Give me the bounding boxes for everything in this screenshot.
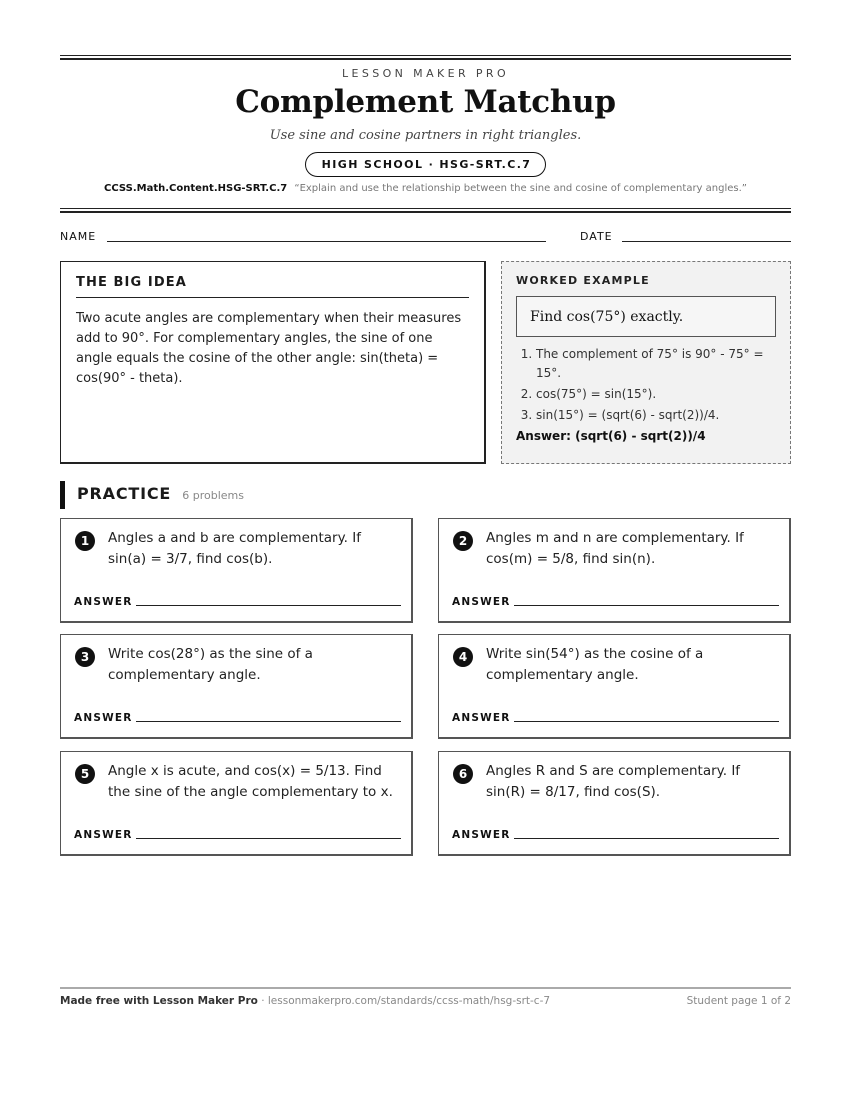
worked-example-answer: Answer: (sqrt(6) - sqrt(2))/4 xyxy=(516,429,706,443)
footer-brand: Made free with Lesson Maker Pro xyxy=(60,995,258,1007)
problem-number-badge: 5 xyxy=(75,764,95,784)
answer-field-2[interactable] xyxy=(514,605,779,606)
grade-standard-badge: HIGH SCHOOL · HSG-SRT.C.7 xyxy=(305,152,547,177)
worked-example-box xyxy=(501,261,791,464)
answer-field-5[interactable] xyxy=(136,838,401,839)
answer-label: ANSWER xyxy=(74,712,133,724)
footer-url[interactable]: · lessonmakerpro.com/standards/ccss-math/hsg-srt-c-7 xyxy=(257,995,551,1007)
footer xyxy=(60,995,791,1007)
practice-heading xyxy=(60,481,244,509)
worked-example-prompt: Find cos(75°) exactly. xyxy=(516,296,776,337)
answer-label: ANSWER xyxy=(452,712,511,724)
worked-example-steps xyxy=(516,345,776,425)
big-idea-box xyxy=(60,261,486,464)
answer-field-4[interactable] xyxy=(514,721,779,722)
problem-text: Angles R and S are complementary. If sin(R) = 8/17, find cos(S). xyxy=(486,763,741,800)
header-bottom-rule xyxy=(60,208,791,213)
problem-card-5 xyxy=(60,751,413,856)
footer-rule xyxy=(60,987,791,989)
answer-field-6[interactable] xyxy=(514,838,779,839)
problem-card-3 xyxy=(60,634,413,739)
header-top-rule xyxy=(60,55,791,60)
worksheet-title: Complement Matchup xyxy=(235,84,616,120)
answer-label: ANSWER xyxy=(452,829,511,841)
problem-card-4 xyxy=(438,634,791,739)
problem-number-badge: 2 xyxy=(453,531,473,551)
practice-count: 6 problems xyxy=(182,489,244,502)
problem-number-badge: 3 xyxy=(75,647,95,667)
problem-text: Angles m and n are complementary. If cos(m) = 5/8, find sin(n). xyxy=(486,530,744,567)
worked-step: 1. The complement of 75° is 90° - 75° = 15°. xyxy=(536,345,776,383)
worked-step: 3. sin(15°) = (sqrt(6) - sqrt(2))/4. xyxy=(536,406,776,425)
worked-step: 2. cos(75°) = sin(15°). xyxy=(536,385,776,404)
brand-name: LESSON MAKER PRO xyxy=(341,67,510,80)
answer-label: ANSWER xyxy=(74,596,133,608)
problem-text: Angle x is acute, and cos(x) = 5/13. Find the sine of the angle complementary to x. xyxy=(108,763,393,800)
problem-number-badge: 4 xyxy=(453,647,473,667)
standard-code: CCSS.Math.Content.HSG-SRT.C.7 xyxy=(104,183,288,194)
answer-label: ANSWER xyxy=(74,829,133,841)
name-field[interactable] xyxy=(107,241,546,242)
problem-number-badge: 1 xyxy=(75,531,95,551)
problem-card-1 xyxy=(60,518,413,623)
problem-text: Write cos(28°) as the sine of a complementary angle. xyxy=(108,646,313,683)
worksheet-page xyxy=(60,0,791,1100)
big-idea-heading: THE BIG IDEA xyxy=(76,275,469,298)
practice-title: PRACTICE xyxy=(77,484,172,503)
standard-reference xyxy=(60,183,791,194)
problem-text: Write sin(54°) as the cosine of a complementary angle. xyxy=(486,646,704,683)
page-indicator: Student page 1 of 2 xyxy=(686,995,791,1007)
problem-text: Angles a and b are complementary. If sin(a) = 3/7, find cos(b). xyxy=(108,530,361,567)
standard-text: “Explain and use the relationship between the sine and cosine of complementary angles.” xyxy=(294,183,747,194)
problem-card-6 xyxy=(438,751,791,856)
student-info-row xyxy=(60,230,791,244)
answer-label: ANSWER xyxy=(452,596,511,608)
worksheet-subtitle: Use sine and cosine partners in right triangles. xyxy=(269,128,582,143)
answer-field-3[interactable] xyxy=(136,721,401,722)
big-idea-body: Two acute angles are complementary when their measures add to 90°. For complementary angles, the sine of one angle equals the cosine of the other angle: sin(theta) = cos(90° - theta). xyxy=(76,311,462,386)
problem-number-badge: 6 xyxy=(453,764,473,784)
answer-field-1[interactable] xyxy=(136,605,401,606)
problem-card-2 xyxy=(438,518,791,623)
date-field[interactable] xyxy=(622,241,791,242)
name-label: NAME xyxy=(60,230,97,243)
worked-example-heading: WORKED EXAMPLE xyxy=(516,274,650,287)
date-label: DATE xyxy=(580,230,613,243)
